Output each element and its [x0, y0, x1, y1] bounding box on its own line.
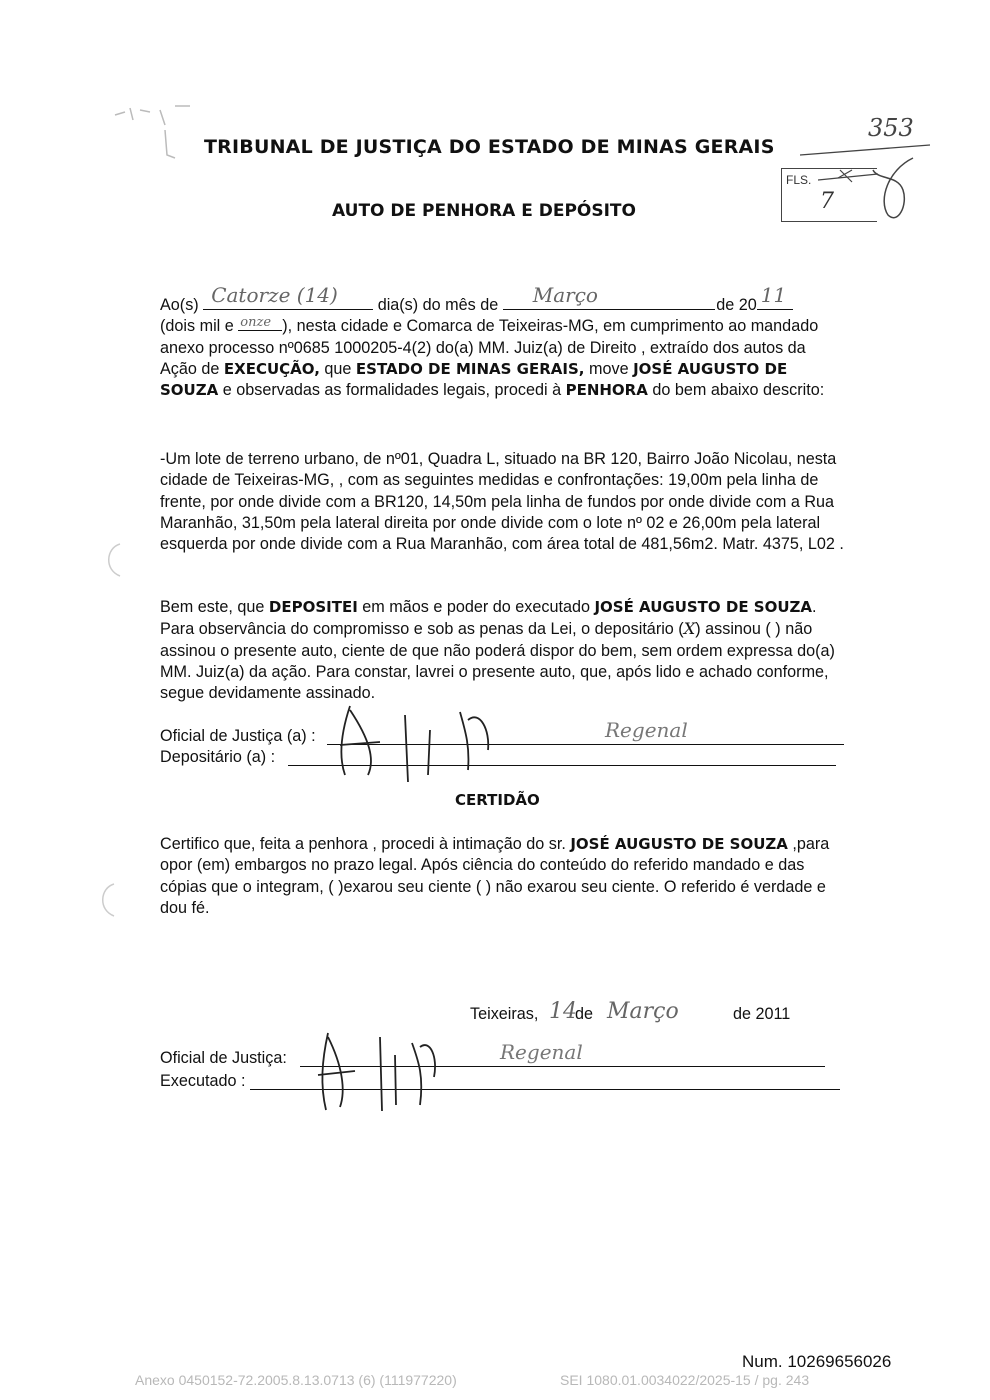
city-label: Teixeiras,	[470, 1005, 539, 1023]
footer-sei: SEI 1080.01.0034022/2025-15 / pg. 243	[560, 1372, 810, 1388]
deposit-text-4: ) assinou ( ) não assinou o presente auto, ciente de que não poderá dispor do bem, sem ordem expressa do(a) MM. Juiz(a) da ação. Para constar, lavrei o presente auto, que, após lido e achado conforme, segue devidamente assinado.	[160, 620, 835, 703]
depositei-label: DEPOSITEI	[268, 598, 358, 616]
depositario-label: Depositário (a) :	[160, 748, 276, 766]
intro-paragraph	[160, 283, 845, 401]
ao-prefix: Ao(s)	[160, 296, 199, 314]
executado-label: Executado :	[160, 1072, 246, 1090]
deposit-text-3: . Para observância do compromisso e sob as penas da Lei, o depositário (	[160, 598, 817, 639]
day-blank	[203, 283, 373, 310]
signature-scribble-1	[320, 700, 520, 785]
deposit-paragraph	[160, 597, 845, 704]
year-handwritten: 11	[760, 283, 787, 307]
certidao-text-1: Certifico que, feita a penhora , procedi à intimação do sr.	[160, 835, 566, 853]
property-description: -Um lote de terreno urbano, de nº01, Quadra L, situado na BR 120, Bairro João Nicolau, nesta cidade de Teixeiras-MG, , com as seguintes medidas e confrontações: 19,00m pela linha de frente, por onde divide com a BR120, 14,50m pela linha de fundos por onde divide com a Rua Maranhão, 31,50m pela lateral direita por onde divide com o lote nº 02 e 26,00m pela lateral esquerda por onde divide com a Rua Maranhão, com área total de 481,56m2. Matr. 4375, L02 .	[160, 450, 844, 554]
corner-scribble	[105, 100, 195, 170]
fls-value-handwritten: 7	[820, 189, 834, 214]
date-year: de 2011	[733, 1005, 791, 1023]
oficial-stamp-handwritten-1: Regenal	[605, 718, 688, 742]
fls-scribble	[818, 150, 928, 230]
intro-text: ), nesta cidade e Comarca de Teixeiras-MG, em cumprimento ao mandado anexo processo nº0685 1000205-4(2) do(a) MM. Juiz(a) de Direito , extraído dos autos da Ação de	[160, 317, 819, 378]
deposit-text-2: em mãos e poder do executado	[362, 598, 590, 616]
signature-scribble-2	[300, 1025, 450, 1115]
certidao-name: JOSÉ AUGUSTO DE SOUZA	[570, 835, 788, 853]
date-month-handwritten: Março	[607, 999, 679, 1024]
penhora-label: PENHORA	[565, 381, 648, 400]
certidao-paragraph	[160, 834, 845, 919]
executado-name: JOSÉ AUGUSTO DE SOUZA	[160, 359, 788, 400]
fls-label: FLS.	[786, 173, 812, 187]
onze-blank	[238, 316, 282, 331]
margin-mark-2	[92, 880, 122, 920]
execucao-label: EXECUÇÃO,	[223, 359, 320, 378]
year-blank	[757, 283, 793, 310]
oficial-label-1: Oficial de Justiça (a) :	[160, 727, 316, 745]
do-bem-text: do bem abaixo descrito:	[652, 381, 825, 400]
deposit-text-1: Bem este, que	[160, 598, 265, 616]
margin-mark-1	[98, 540, 128, 580]
dois-mil: (dois mil e	[160, 317, 234, 336]
oficial-label-2: Oficial de Justiça:	[160, 1049, 287, 1067]
month-handwritten: Março	[532, 283, 598, 307]
month-blank	[503, 283, 715, 310]
obs-text: e observadas as formalidades legais, procedi à	[222, 381, 562, 400]
certidao-heading: CERTIDÃO	[455, 791, 540, 809]
certidao-text-2: ,para opor (em) embargos no prazo legal. Após ciência do conteúdo do referido mandado e das cópias que o integram, ( )exarou seu ciente ( ) não exarou seu ciente. O referido é verdade e dou fé.	[160, 835, 830, 917]
day-label: dia(s) do mês de	[377, 296, 499, 314]
year-prefix: de 20	[716, 296, 757, 314]
day-handwritten: Catorze (14)	[211, 283, 338, 307]
que-word: que	[324, 359, 352, 378]
oficial-stamp-handwritten-2: Regenal	[500, 1040, 583, 1064]
date-de-word: de	[575, 1005, 594, 1023]
exequente-name: ESTADO DE MINAS GERAIS,	[355, 359, 585, 378]
page-number-handwritten: 353	[868, 114, 914, 142]
date-day-handwritten: 14	[549, 999, 577, 1024]
onze-handwritten: onze	[240, 315, 272, 331]
assinou-mark: X	[683, 619, 696, 639]
document-title: AUTO DE PENHORA E DEPÓSITO	[332, 201, 636, 221]
depositario-name: JOSÉ AUGUSTO DE SOUZA	[594, 598, 813, 616]
footer-anexo: Anexo 0450152-72.2005.8.13.0713 (6) (111977220)	[135, 1372, 457, 1388]
move-word: move	[588, 359, 629, 378]
court-title: TRIBUNAL DE JUSTIÇA DO ESTADO DE MINAS GERAIS	[204, 136, 775, 158]
document-number: Num. 10269656026	[742, 1352, 892, 1371]
